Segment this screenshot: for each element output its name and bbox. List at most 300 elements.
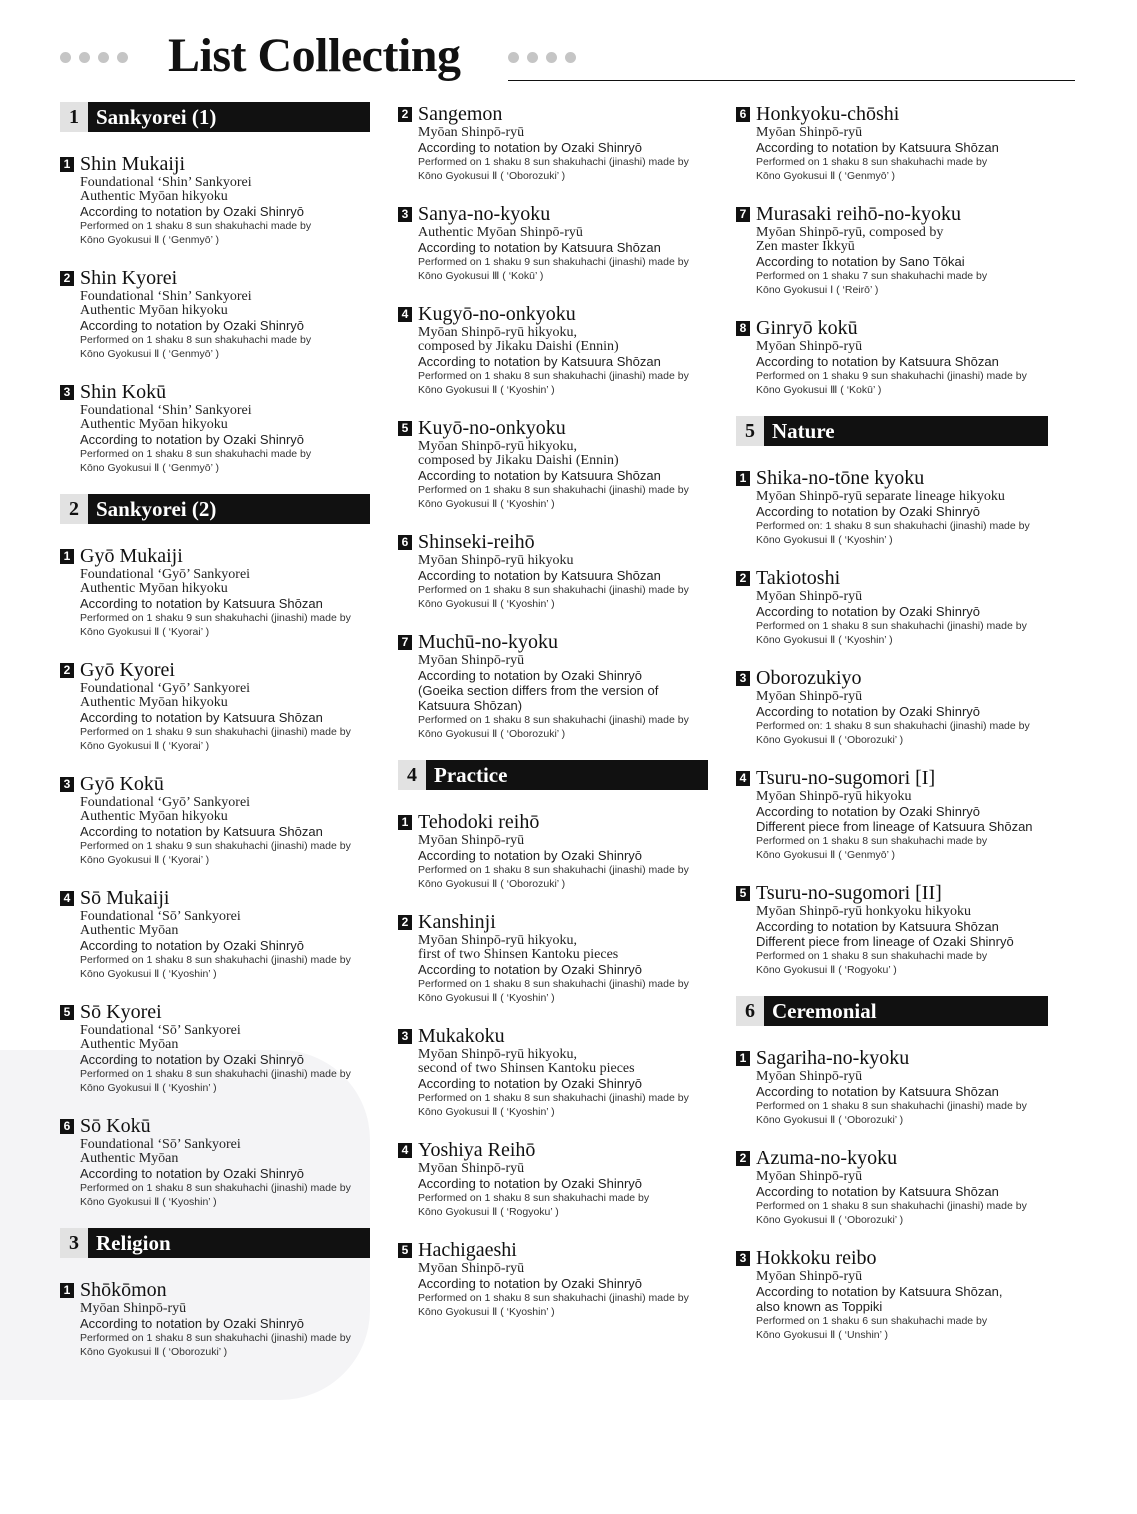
piece-performance: Performed on 1 shaku 8 sun shakuhachi (jinashi) made by	[418, 370, 689, 382]
piece-entry	[60, 266, 370, 361]
piece-title: Yoshiya Reihō	[418, 1139, 536, 1161]
piece-entry	[60, 772, 370, 867]
piece-performance: Kōno Gyokusui Ⅲ ( ‘Kokū’ )	[756, 384, 882, 396]
piece-notation: According to notation by Ozaki Shinryō	[756, 804, 981, 819]
piece-performance: Performed on 1 shaku 8 sun shakuhachi (jinashi) made by	[756, 1100, 1027, 1112]
piece-notation: According to notation by Katsuura Shōzan	[80, 596, 323, 611]
piece-title: Oborozukiyo	[756, 667, 862, 689]
page-header	[60, 28, 1075, 88]
piece-details	[398, 226, 708, 283]
piece-title: Shika-no-tōne kyoku	[756, 467, 925, 489]
piece-notation: According to notation by Katsuura Shōzan	[418, 240, 661, 255]
section-title: Ceremonial	[764, 996, 1048, 1026]
decorative-dots-left	[60, 52, 128, 63]
piece-performance: Kōno Gyokusui Ⅱ ( ‘Kyorai’ )	[80, 740, 210, 752]
piece-performance: Performed on 1 shaku 8 sun shakuhachi made by	[80, 334, 312, 346]
piece-performance: Performed on 1 shaku 8 sun shakuhachi made by	[756, 156, 988, 168]
piece-header	[736, 1046, 1048, 1070]
piece-lineage: Myōan Shinpō-ryū hikyoku	[756, 789, 912, 804]
piece-notation: According to notation by Ozaki Shinryō	[418, 1076, 643, 1091]
piece-performance: Performed on 1 shaku 7 sun shakuhachi made by	[756, 270, 988, 282]
piece-header	[60, 1114, 370, 1138]
piece-lineage: Authentic Myōan Shinpō-ryū	[418, 225, 583, 240]
piece-performance: Performed on 1 shaku 9 sun shakuhachi (jinashi) made by	[418, 256, 689, 268]
piece-number-badge: 5	[398, 1243, 412, 1258]
piece-lineage: Authentic Myōan hikyoku	[80, 189, 228, 204]
piece-performance: Kōno Gyokusui Ⅱ ( ‘Rogyoku’ )	[756, 964, 897, 976]
piece-lineage: Myōan Shinpō-ryū	[418, 833, 525, 848]
piece-performance: Performed on 1 shaku 8 sun shakuhachi (jinashi) made by	[80, 1332, 351, 1344]
piece-entry	[736, 1146, 1048, 1227]
piece-lineage: Foundational ‘Shin’ Sankyorei	[80, 403, 252, 418]
piece-entry	[736, 1046, 1048, 1127]
column-1	[60, 102, 370, 1378]
piece-title: Kuyō-no-onkyoku	[418, 417, 566, 439]
piece-lineage: Myōan Shinpō-ryū	[756, 689, 863, 704]
piece-number-badge: 7	[736, 207, 750, 222]
piece-entry	[736, 316, 1048, 397]
piece-performance: Performed on 1 shaku 8 sun shakuhachi (jinashi) made by	[418, 714, 689, 726]
piece-lineage: Myōan Shinpō-ryū honkyoku hikyoku	[756, 904, 972, 919]
piece-header	[736, 766, 1048, 790]
section-number: 4	[398, 760, 426, 790]
piece-details	[398, 1162, 708, 1219]
piece-notation: According to notation by Ozaki Shinryō	[418, 1176, 643, 1191]
piece-entry	[736, 566, 1048, 647]
piece-lineage: Authentic Myōan hikyoku	[80, 695, 228, 710]
piece-title: Sō Kyorei	[80, 1001, 162, 1023]
piece-details	[736, 905, 1048, 977]
header-rule	[508, 80, 1075, 81]
piece-performance: Kōno Gyokusui Ⅱ ( ‘Kyoshin’ )	[80, 1082, 217, 1094]
piece-performance: Performed on 1 shaku 8 sun shakuhachi made by	[756, 950, 988, 962]
piece-notation: According to notation by Ozaki Shinryō	[418, 962, 643, 977]
piece-header	[398, 910, 708, 934]
piece-performance: Performed on: 1 shaku 8 sun shakuhachi (jinashi) made by	[756, 520, 1030, 532]
piece-lineage: Myōan Shinpō-ryū	[418, 653, 525, 668]
piece-number-badge: 3	[736, 1251, 750, 1266]
piece-title: Sanya-no-kyoku	[418, 203, 551, 225]
piece-number-badge: 1	[736, 1051, 750, 1066]
column-2	[398, 102, 708, 1338]
piece-entry	[60, 1278, 370, 1359]
piece-lineage: Myōan Shinpō-ryū	[80, 1301, 187, 1316]
piece-entry	[60, 658, 370, 753]
piece-notation: According to notation by Ozaki Shinryō	[756, 704, 981, 719]
piece-notation: According to notation by Katsuura Shōzan	[418, 354, 661, 369]
piece-header	[736, 666, 1048, 690]
piece-performance: Kōno Gyokusui Ⅰ ( ‘Reirō’ )	[756, 284, 879, 296]
piece-title: Honkyoku-chōshi	[756, 103, 900, 125]
section-header	[736, 996, 1048, 1026]
piece-notation: According to notation by Ozaki Shinryō	[80, 1316, 305, 1331]
piece-header	[736, 202, 1048, 226]
piece-details	[60, 682, 370, 753]
piece-performance: Kōno Gyokusui Ⅱ ( ‘Kyoshin’ )	[418, 1106, 555, 1118]
piece-number-badge: 4	[398, 1143, 412, 1158]
piece-number-badge: 1	[736, 471, 750, 486]
piece-details	[60, 1138, 370, 1209]
piece-header	[60, 772, 370, 796]
piece-lineage: Myōan Shinpō-ryū	[756, 125, 863, 140]
piece-header	[60, 152, 370, 176]
piece-performance: Performed on 1 shaku 8 sun shakuhachi (jinashi) made by	[418, 156, 689, 168]
piece-title: Ginryō kokū	[756, 317, 858, 339]
piece-title: Azuma-no-kyoku	[756, 1147, 898, 1169]
piece-lineage: Myōan Shinpō-ryū	[418, 125, 525, 140]
piece-lineage: Myōan Shinpō-ryū separate lineage hikyoku	[756, 489, 1005, 504]
section-number: 5	[736, 416, 764, 446]
piece-notation: According to notation by Ozaki Shinryō	[418, 668, 643, 683]
piece-notation: According to notation by Ozaki Shinryō	[80, 1166, 305, 1181]
piece-notation: also known as Toppiki	[756, 1299, 883, 1314]
piece-notation: According to notation by Ozaki Shinryō	[80, 938, 305, 953]
piece-entry	[736, 102, 1048, 183]
piece-lineage: Authentic Myōan	[80, 1037, 179, 1052]
piece-performance: Performed on 1 shaku 8 sun shakuhachi (jinashi) made by	[756, 620, 1027, 632]
piece-lineage: Authentic Myōan hikyoku	[80, 303, 228, 318]
piece-performance: Kōno Gyokusui Ⅱ ( ‘Kyoshin’ )	[418, 498, 555, 510]
piece-number-badge: 4	[60, 891, 74, 906]
piece-header	[736, 881, 1048, 905]
piece-header	[736, 316, 1048, 340]
piece-number-badge: 5	[60, 1005, 74, 1020]
piece-title: Shōkōmon	[80, 1279, 167, 1301]
piece-lineage: Zen master Ikkyū	[756, 239, 855, 254]
piece-notation: According to notation by Ozaki Shinryō	[756, 604, 981, 619]
piece-details	[736, 226, 1048, 297]
piece-lineage: Foundational ‘Sō’ Sankyorei	[80, 909, 241, 924]
piece-entry	[60, 544, 370, 639]
piece-performance: Kōno Gyokusui Ⅱ ( ‘Oborozuki’ )	[756, 734, 904, 746]
piece-lineage: Authentic Myōan hikyoku	[80, 581, 228, 596]
piece-notation: Different piece from lineage of Katsuura Shōzan	[756, 819, 1033, 834]
piece-entry	[398, 530, 708, 611]
piece-title: Tsuru-no-sugomori [I]	[756, 767, 936, 789]
piece-performance: Kōno Gyokusui Ⅱ ( ‘Kyoshin’ )	[80, 968, 217, 980]
piece-number-badge: 3	[60, 777, 74, 792]
piece-details	[398, 126, 708, 183]
piece-entry	[736, 666, 1048, 747]
piece-notation: According to notation by Katsuura Shōzan	[80, 710, 323, 725]
section-header	[60, 1228, 370, 1258]
piece-performance: Performed on 1 shaku 8 sun shakuhachi (jinashi) made by	[418, 978, 689, 990]
piece-number-badge: 2	[736, 1151, 750, 1166]
piece-performance: Performed on 1 shaku 9 sun shakuhachi (jinashi) made by	[80, 726, 351, 738]
piece-performance: Kōno Gyokusui Ⅱ ( ‘Unshin’ )	[756, 1329, 888, 1341]
piece-number-badge: 8	[736, 321, 750, 336]
piece-performance: Kōno Gyokusui Ⅱ ( ‘Oborozuki’ )	[80, 1346, 228, 1358]
piece-performance: Kōno Gyokusui Ⅱ ( ‘Oborozuki’ )	[418, 878, 566, 890]
piece-lineage: Myōan Shinpō-ryū hikyoku,	[418, 1047, 578, 1062]
piece-details	[736, 490, 1048, 547]
piece-title: Shin Kokū	[80, 381, 167, 403]
piece-number-badge: 5	[736, 886, 750, 901]
piece-entry	[398, 1138, 708, 1219]
piece-performance: Performed on 1 shaku 8 sun shakuhachi (jinashi) made by	[418, 584, 689, 596]
piece-notation: According to notation by Katsuura Shōzan	[756, 1084, 999, 1099]
piece-header	[398, 1238, 708, 1262]
piece-performance: Performed on 1 shaku 9 sun shakuhachi (jinashi) made by	[80, 612, 351, 624]
piece-performance: Kōno Gyokusui Ⅱ ( ‘Genmyō’ )	[80, 234, 219, 246]
section-title: Sankyorei (1)	[88, 102, 370, 132]
piece-title: Murasaki reihō-no-kyoku	[756, 203, 961, 225]
piece-notation: According to notation by Katsuura Shōzan	[756, 1184, 999, 1199]
section-header	[60, 494, 370, 524]
piece-title: Tehodoki reihō	[418, 811, 540, 833]
piece-performance: Kōno Gyokusui Ⅱ ( ‘Oborozuki’ )	[756, 1214, 904, 1226]
piece-performance: Kōno Gyokusui Ⅱ ( ‘Genmyō’ )	[80, 348, 219, 360]
piece-header	[398, 416, 708, 440]
section-number: 1	[60, 102, 88, 132]
piece-lineage: Foundational ‘Shin’ Sankyorei	[80, 175, 252, 190]
piece-entry	[60, 380, 370, 475]
piece-details	[60, 404, 370, 475]
piece-lineage: Foundational ‘Gyō’ Sankyorei	[80, 681, 251, 696]
piece-lineage: first of two Shinsen Kantoku pieces	[418, 947, 619, 962]
piece-title: Sangemon	[418, 103, 503, 125]
piece-performance: Performed on 1 shaku 8 sun shakuhachi (jinashi) made by	[418, 484, 689, 496]
piece-notation: Katsuura Shōzan)	[418, 698, 523, 713]
piece-number-badge: 1	[398, 815, 412, 830]
piece-notation: Different piece from lineage of Ozaki Shinryō	[756, 934, 1014, 949]
piece-lineage: Foundational ‘Gyō’ Sankyorei	[80, 567, 251, 582]
piece-performance: Kōno Gyokusui Ⅱ ( ‘Genmyō’ )	[756, 849, 895, 861]
piece-notation: According to notation by Katsuura Shōzan	[418, 468, 661, 483]
piece-header	[736, 1146, 1048, 1170]
piece-entry	[398, 1238, 708, 1319]
piece-lineage: Myōan Shinpō-ryū hikyoku,	[418, 933, 578, 948]
page-title: List Collecting	[168, 29, 461, 82]
piece-notation: According to notation by Katsuura Shōzan,	[756, 1284, 1003, 1299]
piece-entry	[398, 102, 708, 183]
piece-number-badge: 4	[736, 771, 750, 786]
piece-details	[398, 1048, 708, 1119]
piece-number-badge: 2	[60, 271, 74, 286]
piece-header	[60, 1000, 370, 1024]
piece-lineage: Foundational ‘Sō’ Sankyorei	[80, 1023, 241, 1038]
piece-performance: Kōno Gyokusui Ⅱ ( ‘Oborozuki’ )	[418, 728, 566, 740]
piece-details	[60, 290, 370, 361]
piece-performance: Performed on 1 shaku 9 sun shakuhachi (jinashi) made by	[80, 840, 351, 852]
piece-performance: Kōno Gyokusui Ⅱ ( ‘Kyoshin’ )	[418, 992, 555, 1004]
piece-entry	[736, 766, 1048, 862]
piece-performance: Performed on 1 shaku 8 sun shakuhachi (jinashi) made by	[418, 1292, 689, 1304]
piece-entry	[60, 1000, 370, 1095]
piece-details	[736, 1270, 1048, 1342]
piece-notation: (Goeika section differs from the version of	[418, 683, 659, 698]
piece-performance: Kōno Gyokusui Ⅱ ( ‘Oborozuki’ )	[756, 1114, 904, 1126]
piece-details	[736, 1070, 1048, 1127]
piece-details	[736, 126, 1048, 183]
piece-notation: According to notation by Sano Tōkai	[756, 254, 965, 269]
section-title: Practice	[426, 760, 708, 790]
piece-details	[398, 834, 708, 891]
piece-lineage: Myōan Shinpō-ryū	[418, 1261, 525, 1276]
piece-performance: Performed on 1 shaku 8 sun shakuhachi (jinashi) made by	[418, 1092, 689, 1104]
piece-entry	[60, 886, 370, 981]
piece-performance: Performed on: 1 shaku 8 sun shakuhachi (jinashi) made by	[756, 720, 1030, 732]
piece-details	[398, 440, 708, 511]
piece-entry	[398, 1024, 708, 1119]
piece-performance: Kōno Gyokusui Ⅱ ( ‘Genmyō’ )	[756, 170, 895, 182]
piece-header	[398, 302, 708, 326]
piece-title: Gyō Mukaiji	[80, 545, 183, 567]
piece-title: Takiotoshi	[756, 567, 841, 589]
piece-header	[736, 102, 1048, 126]
piece-notation: According to notation by Ozaki Shinryō	[418, 1276, 643, 1291]
piece-header	[398, 1138, 708, 1162]
piece-number-badge: 3	[736, 671, 750, 686]
section-header	[736, 416, 1048, 446]
section-title: Sankyorei (2)	[88, 494, 370, 524]
piece-performance: Performed on 1 shaku 8 sun shakuhachi (jinashi) made by	[80, 1182, 351, 1194]
section-number: 2	[60, 494, 88, 524]
piece-number-badge: 6	[60, 1119, 74, 1134]
piece-lineage: Myōan Shinpō-ryū	[756, 1169, 863, 1184]
piece-number-badge: 5	[398, 421, 412, 436]
piece-lineage: Foundational ‘Sō’ Sankyorei	[80, 1137, 241, 1152]
piece-title: Sō Mukaiji	[80, 887, 170, 909]
piece-title: Shin Mukaiji	[80, 153, 186, 175]
piece-performance: Kōno Gyokusui Ⅱ ( ‘Kyoshin’ )	[80, 1196, 217, 1208]
piece-performance: Kōno Gyokusui Ⅱ ( ‘Kyoshin’ )	[418, 598, 555, 610]
piece-entry	[398, 810, 708, 891]
piece-lineage: Myōan Shinpō-ryū	[756, 589, 863, 604]
piece-lineage: Myōan Shinpō-ryū, composed by	[756, 225, 944, 240]
piece-number-badge: 1	[60, 549, 74, 564]
piece-notation: According to notation by Katsuura Shōzan	[756, 140, 999, 155]
piece-details	[398, 1262, 708, 1319]
piece-entry	[60, 152, 370, 247]
piece-notation: According to notation by Ozaki Shinryō	[756, 504, 981, 519]
piece-notation: According to notation by Katsuura Shōzan	[756, 354, 999, 369]
piece-performance: Performed on 1 shaku 8 sun shakuhachi (jinashi) made by	[80, 954, 351, 966]
piece-entry	[736, 881, 1048, 977]
piece-header	[398, 102, 708, 126]
section-number: 3	[60, 1228, 88, 1258]
piece-lineage: Authentic Myōan	[80, 923, 179, 938]
piece-performance: Performed on 1 shaku 8 sun shakuhachi made by	[756, 835, 988, 847]
piece-details	[60, 910, 370, 981]
section-title: Nature	[764, 416, 1048, 446]
piece-title: Shin Kyorei	[80, 267, 178, 289]
piece-lineage: Myōan Shinpō-ryū	[756, 1069, 863, 1084]
piece-performance: Performed on 1 shaku 8 sun shakuhachi made by	[80, 220, 312, 232]
piece-header	[60, 544, 370, 568]
piece-title: Hachigaeshi	[418, 1239, 517, 1261]
piece-details	[736, 590, 1048, 647]
piece-details	[60, 568, 370, 639]
piece-entry	[398, 416, 708, 511]
piece-performance: Performed on 1 shaku 9 sun shakuhachi (jinashi) made by	[756, 370, 1027, 382]
piece-number-badge: 1	[60, 157, 74, 172]
piece-lineage: Authentic Myōan	[80, 1151, 179, 1166]
piece-title: Gyō Kyorei	[80, 659, 175, 681]
piece-lineage: Myōan Shinpō-ryū hikyoku	[418, 553, 574, 568]
piece-number-badge: 2	[60, 663, 74, 678]
piece-details	[736, 690, 1048, 747]
piece-notation: According to notation by Ozaki Shinryō	[80, 204, 305, 219]
piece-performance: Performed on 1 shaku 8 sun shakuhachi (jinashi) made by	[756, 1200, 1027, 1212]
piece-title: Shinseki-reihō	[418, 531, 535, 553]
piece-header	[736, 466, 1048, 490]
piece-title: Gyō Kokū	[80, 773, 164, 795]
piece-title: Muchū-no-kyoku	[418, 631, 558, 653]
piece-performance: Performed on 1 shaku 8 sun shakuhachi made by	[80, 448, 312, 460]
piece-details	[736, 1170, 1048, 1227]
piece-performance: Kōno Gyokusui Ⅱ ( ‘Kyoshin’ )	[756, 534, 893, 546]
piece-performance: Kōno Gyokusui Ⅱ ( ‘Kyoshin’ )	[756, 634, 893, 646]
piece-lineage: Myōan Shinpō-ryū hikyoku,	[418, 439, 578, 454]
section-title: Religion	[88, 1228, 370, 1258]
piece-notation: According to notation by Katsuura Shōzan	[80, 824, 323, 839]
piece-number-badge: 2	[398, 915, 412, 930]
piece-notation: According to notation by Ozaki Shinryō	[80, 318, 305, 333]
piece-notation: According to notation by Ozaki Shinryō	[418, 140, 643, 155]
piece-lineage: Authentic Myōan hikyoku	[80, 417, 228, 432]
piece-entry	[398, 910, 708, 1005]
piece-title: Sō Kokū	[80, 1115, 151, 1137]
piece-details	[398, 654, 708, 741]
piece-performance: Kōno Gyokusui Ⅲ ( ‘Kokū’ )	[418, 270, 544, 282]
piece-number-badge: 6	[398, 535, 412, 550]
piece-performance: Performed on 1 shaku 8 sun shakuhachi (jinashi) made by	[418, 864, 689, 876]
piece-performance: Performed on 1 shaku 8 sun shakuhachi made by	[418, 1192, 650, 1204]
piece-title: Hokkoku reibo	[756, 1247, 877, 1269]
piece-lineage: Authentic Myōan hikyoku	[80, 809, 228, 824]
piece-header	[736, 1246, 1048, 1270]
piece-title: Tsuru-no-sugomori [II]	[756, 882, 942, 904]
piece-entry	[398, 630, 708, 741]
piece-notation: According to notation by Katsuura Shōzan	[756, 919, 999, 934]
piece-number-badge: 3	[398, 207, 412, 222]
piece-header	[398, 810, 708, 834]
piece-notation: According to notation by Ozaki Shinryō	[80, 1052, 305, 1067]
piece-header	[398, 202, 708, 226]
piece-performance: Kōno Gyokusui Ⅱ ( ‘Oborozuki’ )	[418, 170, 566, 182]
piece-entry	[736, 466, 1048, 547]
piece-title: Mukakoku	[418, 1025, 505, 1047]
piece-number-badge: 3	[398, 1029, 412, 1044]
section-number: 6	[736, 996, 764, 1026]
piece-lineage: Myōan Shinpō-ryū	[756, 339, 863, 354]
piece-lineage: second of two Shinsen Kantoku pieces	[418, 1061, 635, 1076]
section-header	[60, 102, 370, 132]
piece-notation: According to notation by Katsuura Shōzan	[418, 568, 661, 583]
section-header	[398, 760, 708, 790]
piece-title: Sagariha-no-kyoku	[756, 1047, 910, 1069]
piece-number-badge: 3	[60, 385, 74, 400]
decorative-dots-right	[508, 52, 576, 63]
piece-details	[398, 554, 708, 611]
piece-performance: Performed on 1 shaku 8 sun shakuhachi (jinashi) made by	[80, 1068, 351, 1080]
piece-details	[60, 796, 370, 867]
piece-entry	[398, 202, 708, 283]
piece-number-badge: 1	[60, 1283, 74, 1298]
piece-performance: Kōno Gyokusui Ⅱ ( ‘Kyoshin’ )	[418, 384, 555, 396]
piece-lineage: Foundational ‘Shin’ Sankyorei	[80, 289, 252, 304]
piece-title: Kugyō-no-onkyoku	[418, 303, 576, 325]
piece-header	[398, 1024, 708, 1048]
piece-header	[736, 566, 1048, 590]
piece-details	[736, 790, 1048, 862]
piece-lineage: composed by Jikaku Daishi (Ennin)	[418, 339, 619, 354]
piece-performance: Kōno Gyokusui Ⅱ ( ‘Genmyō’ )	[80, 462, 219, 474]
piece-lineage: Myōan Shinpō-ryū hikyoku,	[418, 325, 578, 340]
piece-details	[398, 934, 708, 1005]
piece-entry	[736, 202, 1048, 297]
